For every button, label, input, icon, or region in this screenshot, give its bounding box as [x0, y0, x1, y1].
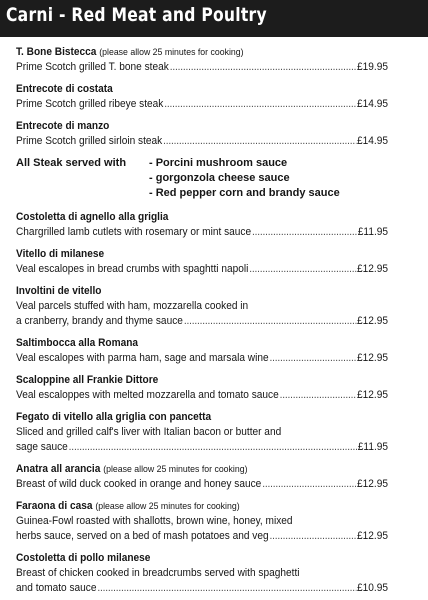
menu-item-title: [16, 336, 358, 351]
menu-item-name: Costoletta di pollo milanese: [16, 552, 151, 564]
menu-item-price: £19.95: [357, 61, 389, 73]
steak-sauce-list: [149, 156, 340, 201]
menu-item-title: [16, 462, 358, 477]
cooking-time-note: (please allow 25 minutes for cooking): [95, 501, 240, 512]
menu-item-description: Veal escaloppes with melted mozzarella and tomato sauce: [16, 389, 279, 401]
dot-leader: [262, 477, 356, 492]
menu-item-price-row: [16, 388, 388, 403]
dot-leader: [163, 134, 356, 149]
menu-item: [16, 551, 388, 596]
menu-item-title: [16, 284, 358, 299]
dot-leader: [280, 388, 356, 403]
menu-item-price: £12.95: [357, 530, 389, 542]
menu-item-title: [16, 410, 358, 425]
menu-item-price-row: [16, 225, 388, 240]
menu-item-price-row: [16, 581, 388, 596]
menu-item-description: Sliced and grilled calf's liver with Italian bacon or butter and: [16, 426, 282, 438]
steak-sauces-label: All Steak served with: [16, 157, 127, 169]
sauce-option: - Porcini mushroom sauce: [149, 157, 288, 169]
menu-item: [16, 210, 388, 240]
menu-item: [16, 462, 388, 492]
menu-item-title: [16, 373, 358, 388]
menu-item-name: Entrecote di manzo: [16, 120, 110, 132]
menu-item-title: [16, 119, 358, 134]
menu-item-description: Veal escalopes with parma ham, sage and marsala wine: [16, 352, 269, 364]
menu-item-title: [16, 82, 358, 97]
menu-item: [16, 410, 388, 455]
section-title: Carni - Red Meat and Poultry: [6, 4, 267, 26]
menu-item-title: [16, 551, 358, 566]
menu-item-price-row: [16, 440, 388, 455]
menu-item-price-row: [16, 60, 388, 75]
menu-item-name: Entrecote di costata: [16, 83, 113, 95]
dot-leader: [270, 529, 357, 544]
menu-item-name: Fegato di vitello alla griglia con pancetta: [16, 411, 212, 423]
steak-items: [16, 45, 388, 149]
menu-item-price: £11.95: [357, 226, 389, 238]
dot-leader: [164, 97, 356, 112]
menu-item-price-row: [16, 314, 388, 329]
sauce-option: - Red pepper corn and brandy sauce: [149, 187, 340, 199]
dot-leader: [170, 60, 356, 75]
sauce-option: - gorgonzola cheese sauce: [149, 172, 290, 184]
menu-item: [16, 499, 388, 544]
menu-item-price: £11.95: [357, 441, 389, 453]
steak-sauces: [16, 156, 388, 201]
menu-item-description: Guinea-Fowl roasted with shallotts, brown wine, honey, mixed: [16, 515, 293, 527]
section-header: [0, 0, 428, 37]
cooking-time-note: (please allow 25 minutes for cooking): [103, 464, 248, 475]
menu-item-price: £12.95: [357, 315, 389, 327]
menu-item-title: [16, 45, 358, 60]
dot-leader: [249, 262, 356, 277]
menu-item-price: £12.95: [357, 263, 389, 275]
dot-leader: [270, 351, 357, 366]
dot-leader: [97, 581, 356, 596]
menu-item-price-row: [16, 529, 388, 544]
other-items: [16, 210, 388, 596]
menu-item-price: £12.95: [357, 478, 389, 490]
menu-item: [16, 336, 388, 366]
menu-item-description: herbs sauce, served on a bed of mash potatoes and veg: [16, 530, 269, 542]
menu-item-name: Scaloppine all Frankie Dittore: [16, 374, 159, 386]
menu-item-price-row: [16, 262, 388, 277]
menu-item-description: a cranberry, brandy and thyme sauce: [16, 315, 183, 327]
menu-item-name: Involtini de vitello: [16, 285, 102, 297]
menu-item-description: Chargrilled lamb cutlets with rosemary or mint sauce: [16, 226, 252, 238]
menu-item-title: [16, 499, 358, 514]
menu-item-description: Prime Scotch grilled T. bone steak: [16, 61, 169, 73]
menu-item-price: £12.95: [357, 389, 389, 401]
menu-item: [16, 247, 388, 277]
cooking-time-note: (please allow 25 minutes for cooking): [99, 47, 244, 58]
menu-item-description: Veal escalopes in bread crumbs with spaghtti napoli: [16, 263, 249, 275]
menu-item-description: sage sauce: [16, 441, 68, 453]
menu-item: [16, 119, 388, 149]
menu-item-price: £10.95: [357, 582, 389, 594]
menu-item: [16, 284, 388, 329]
menu-content: [16, 45, 388, 600]
menu-item-description: Veal parcels stuffed with ham, mozzarella cooked in: [16, 300, 249, 312]
menu-item-name: Costoletta di agnello alla griglia: [16, 211, 169, 223]
menu-item-name: Saltimbocca alla Romana: [16, 337, 139, 349]
menu-item-name: T. Bone Bistecca: [16, 46, 97, 58]
menu-item-name: Vitello di milanese: [16, 248, 105, 260]
menu-item-name: Anatra all arancia: [16, 463, 101, 475]
menu-item-price: £14.95: [357, 98, 389, 110]
menu-item-description: Breast of wild duck cooked in orange and honey sauce: [16, 478, 262, 490]
menu-item-title: [16, 210, 358, 225]
dot-leader: [184, 314, 356, 329]
menu-item-description: Prime Scotch grilled sirloin steak: [16, 135, 163, 147]
menu-item-price: £12.95: [357, 352, 389, 364]
menu-item: [16, 45, 388, 75]
menu-item-price-row: [16, 134, 388, 149]
menu-item-price-row: [16, 351, 388, 366]
menu-item-price-row: [16, 97, 388, 112]
menu-item-title: [16, 247, 358, 262]
menu-item-price-row: [16, 477, 388, 492]
menu-item-description: Breast of chicken cooked in breadcrumbs served with spaghetti: [16, 567, 300, 579]
menu-item-price: £14.95: [357, 135, 389, 147]
menu-item: [16, 82, 388, 112]
menu-item-description: Prime Scotch grilled ribeye steak: [16, 98, 164, 110]
menu-item-name: Faraona di casa: [16, 500, 93, 512]
dot-leader: [252, 225, 357, 240]
menu-item-description: and tomato sauce: [16, 582, 97, 594]
menu-item: [16, 373, 388, 403]
dot-leader: [69, 440, 357, 455]
